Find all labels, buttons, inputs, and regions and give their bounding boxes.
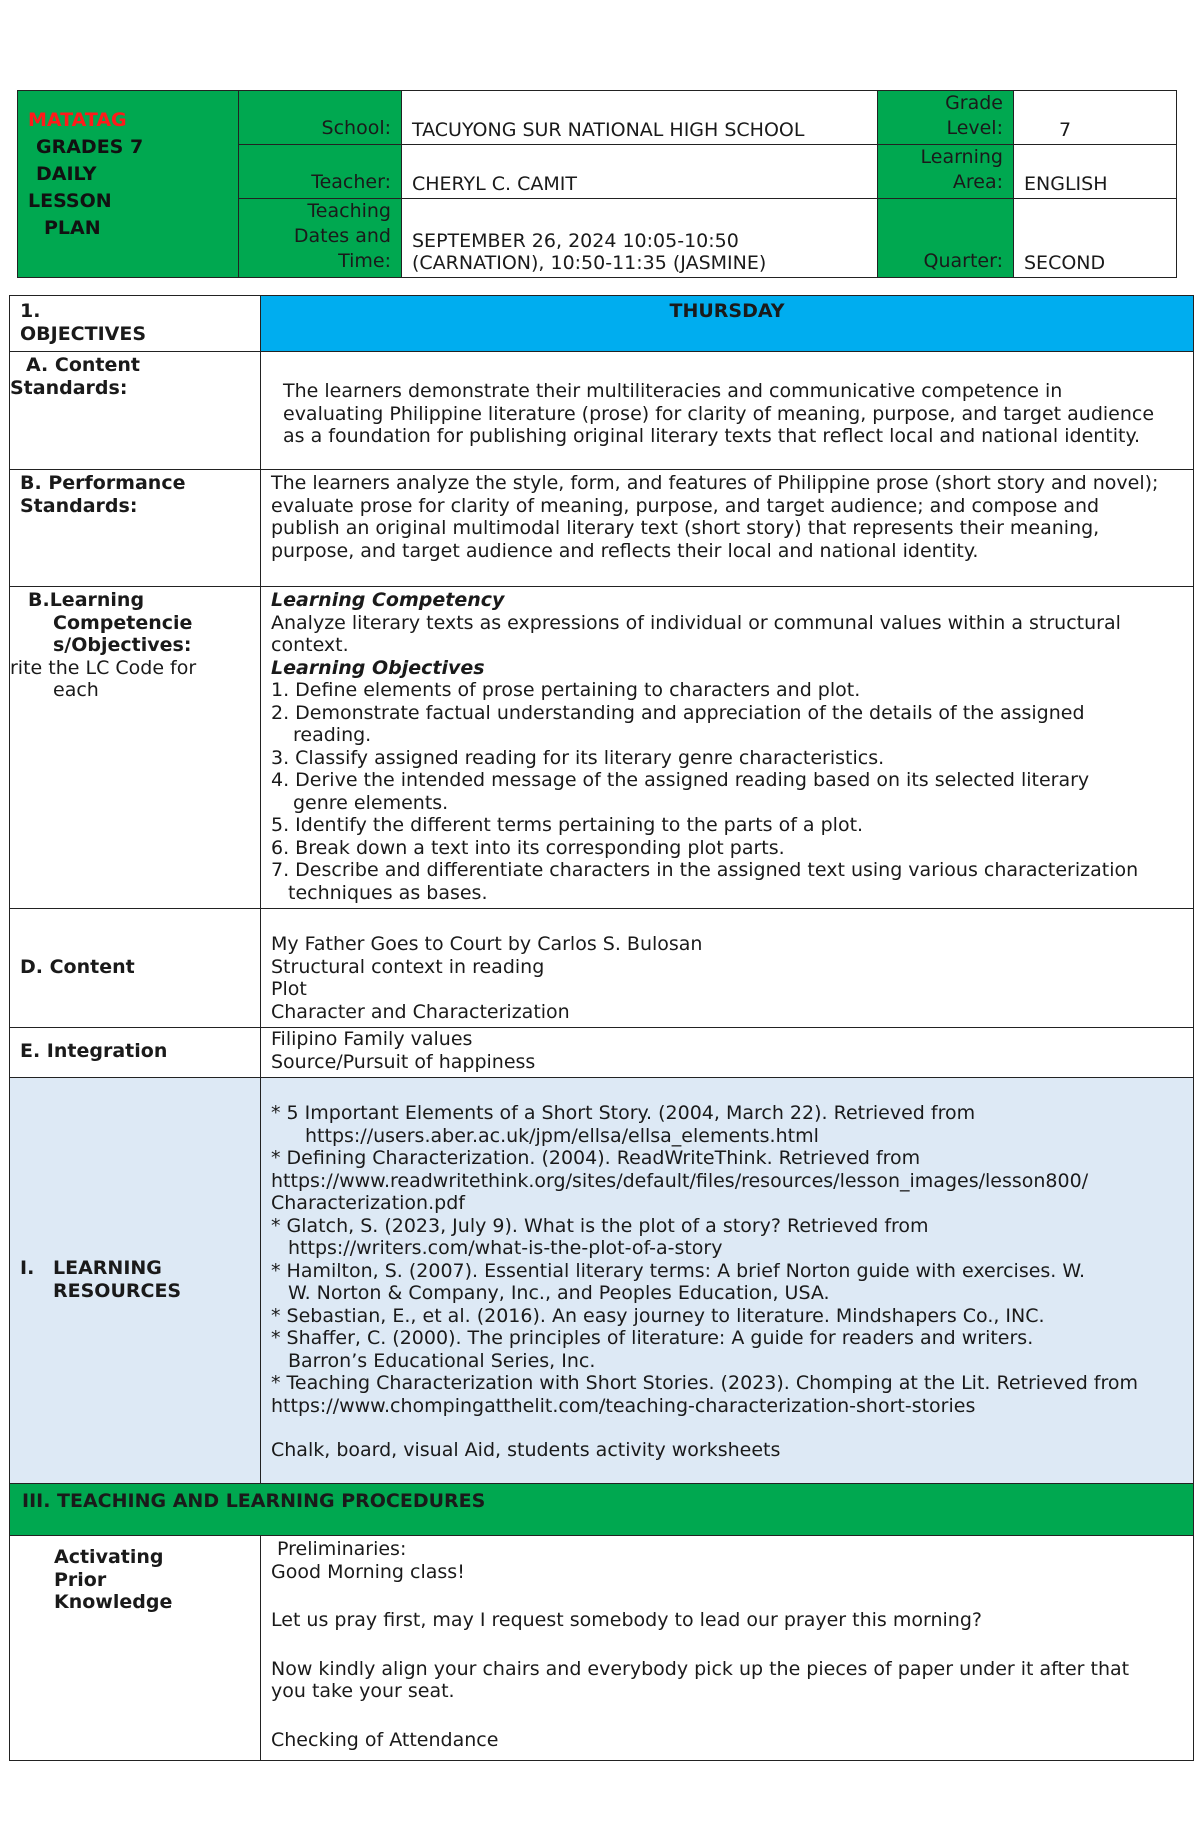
- quarter-value: SECOND: [1014, 199, 1177, 278]
- resources-gap: [271, 1417, 1185, 1439]
- competencies-label-line1: B.Learning: [28, 589, 145, 611]
- competencies-label-line4: rite the LC Code for: [10, 656, 197, 679]
- integration-label: E. Integration: [10, 1028, 261, 1078]
- apk-label-line1: Activating: [54, 1546, 164, 1568]
- resources-label-wrap: [20, 1257, 254, 1302]
- objective-item: 5. Identify the different terms pertaining to the parts of a plot.: [271, 814, 864, 836]
- objective-item: 3. Classify assigned reading for its literary genre characteristics.: [271, 746, 885, 769]
- objectives-heading-num: 1.: [20, 300, 41, 322]
- resource-link: https://users.aber.ac.uk/jpm/ellsa/ellsa_elements.html: [305, 1124, 819, 1147]
- apk-gap: [271, 1583, 1163, 1609]
- content-label: D. Content: [10, 909, 261, 1028]
- dates-label-line2: Dates and: [293, 225, 391, 247]
- attendance-text: Checking of Attendance: [271, 1728, 499, 1751]
- objective-item: 1. Define elements of prose pertaining to characters and plot.: [271, 679, 861, 701]
- resource-line: * Teaching Characterization with Short Stories. (2023). Chomping at the Lit. Retrieved from: [271, 1372, 1139, 1394]
- resource-line-cont: W. Norton & Company, Inc., and Peoples Education, USA.: [288, 1282, 830, 1304]
- objective-item: 2. Demonstrate factual understanding and appreciation of the details of the assigned: [271, 701, 1085, 724]
- apk-label-line3: Knowledge: [54, 1591, 173, 1613]
- dates-line2: (CARNATION), 10:50-11:35 (JASMINE): [412, 252, 767, 274]
- brand-lesson: LESSON: [28, 190, 112, 212]
- school-value: TACUYONG SUR NATIONAL HIGH SCHOOL: [402, 91, 878, 145]
- competencies-label-line5: each: [53, 679, 99, 701]
- integration-lines: [261, 1028, 1194, 1078]
- prayer-text: Let us pray first, may I request somebody to lead our prayer this morning?: [271, 1609, 982, 1631]
- competencies-label-line2: Competencie: [53, 611, 193, 634]
- resource-link: https://www.readwritethink.org/sites/default/files/resources/lesson_images/lesson800/: [271, 1169, 1089, 1192]
- resources-label: [10, 1078, 261, 1484]
- chairs-text: Now kindly align your chairs and everybody pick up the pieces of paper under it after that you take your seat.: [271, 1657, 1130, 1702]
- resource-line: * Glatch, S. (2023, July 9). What is the plot of a story? Retrieved from: [271, 1214, 929, 1237]
- resources-label-num: I.: [20, 1257, 35, 1279]
- competencies-label-line3: s/Objectives:: [53, 634, 192, 656]
- resource-link: https://www.chompingatthelit.com/teaching-characterization-short-stories: [271, 1394, 976, 1417]
- integration-line: Source/Pursuit of happiness: [271, 1050, 536, 1073]
- content-line: Character and Characterization: [271, 1000, 570, 1023]
- competencies-content: [261, 587, 1194, 909]
- objectives-heading: [10, 296, 261, 352]
- competencies-label: [10, 587, 261, 909]
- procedures-heading: III. TEACHING AND LEARNING PROCEDURES: [10, 1484, 1194, 1536]
- resource-line-cont: Barron’s Educational Series, Inc.: [288, 1349, 596, 1372]
- resource-link: https://writers.com/what-is-the-plot-of-a-story: [288, 1237, 723, 1259]
- apk-label-line2: Prior: [54, 1568, 107, 1591]
- grade-label-line1: Grade: [945, 92, 1003, 114]
- preliminaries-text: Preliminaries:: [271, 1538, 407, 1560]
- resources-content: [261, 1078, 1194, 1484]
- dates-label-line3: Time:: [338, 250, 391, 272]
- teacher-label: Teacher:: [239, 145, 402, 199]
- area-label-line2: Area:: [952, 171, 1003, 193]
- objectives-heading-text: OBJECTIVES: [20, 322, 147, 345]
- resource-line: * 5 Important Elements of a Short Story. (2004, March 22). Retrieved from: [271, 1102, 976, 1124]
- dates-label: [239, 199, 402, 278]
- materials-line: Chalk, board, visual Aid, students activity worksheets: [271, 1439, 781, 1461]
- quarter-label: Quarter:: [878, 199, 1014, 278]
- dates-line1: SEPTEMBER 26, 2024 10:05-10:50: [412, 230, 739, 252]
- objective-item-cont: genre elements.: [293, 791, 449, 814]
- area-label: [878, 145, 1014, 199]
- content-line: Structural context in reading: [271, 955, 545, 978]
- content-standards-label-line2: Standards:: [10, 376, 128, 399]
- resource-line: * Defining Characterization. (2004). ReadWriteThink. Retrieved from: [271, 1147, 921, 1169]
- objective-item-cont: techniques as bases.: [288, 881, 488, 904]
- dates-label-line1: Teaching: [307, 200, 391, 222]
- grade-label-line2: Level:: [946, 117, 1003, 139]
- integration-line: Filipino Family values: [271, 1028, 473, 1050]
- content-standards-label: [10, 352, 261, 470]
- content-lines: [261, 909, 1194, 1028]
- day-heading: THURSDAY: [261, 296, 1194, 352]
- apk-gap: [271, 1632, 1163, 1658]
- teacher-value: CHERYL C. CAMIT: [402, 145, 878, 199]
- area-label-line1: Learning: [920, 146, 1003, 168]
- area-value: ENGLISH: [1014, 145, 1177, 199]
- performance-standards-label: [10, 470, 261, 587]
- performance-standards-label-line2: Standards:: [20, 494, 138, 517]
- header-table: [17, 90, 1177, 278]
- lesson-table: [9, 295, 1194, 1761]
- brand-block: [18, 91, 239, 278]
- apk-label: [10, 1536, 261, 1761]
- school-label: School:: [239, 91, 402, 145]
- objectives-subheading: Learning Objectives: [271, 656, 485, 679]
- resource-line: * Sebastian, E., et al. (2016). An easy journey to literature. Mindshapers Co., INC.: [271, 1304, 1045, 1327]
- resources-label-line1: LEARNING: [53, 1257, 162, 1279]
- brand-grades: GRADES 7: [36, 136, 144, 158]
- competency-text: Analyze literary texts as expressions of individual or communal values within a structural context.: [271, 611, 1121, 656]
- brand-plan: PLAN: [44, 217, 101, 239]
- resources-label-line2: RESOURCES: [53, 1279, 182, 1302]
- apk-content: [261, 1536, 1194, 1761]
- apk-gap: [271, 1703, 1163, 1729]
- objective-item-cont: reading.: [293, 724, 372, 746]
- content-standards-text: The learners demonstrate their multiliteracies and communicative competence in evaluating Philippine literature (prose) for clarity of meaning, purpose, and target audience as a foundation for publishing original literary texts that reflect local and national identity.: [261, 352, 1194, 470]
- grade-label: [878, 91, 1014, 145]
- performance-standards-text: The learners analyze the style, form, and features of Philippine prose (short story and novel); evaluate prose for clarity of meaning, purpose, and target audience; and compose and publish an original multimodal literary text (short story) that represents their meaning, purpose, and target audience and reflects their local and national identity.: [261, 470, 1194, 587]
- greeting-text: Good Morning class!: [271, 1560, 465, 1583]
- resource-link: Characterization.pdf: [271, 1192, 465, 1214]
- grade-value: 7: [1014, 91, 1177, 145]
- objective-item: 4. Derive the intended message of the assigned reading based on its selected literary: [271, 769, 1090, 791]
- content-line: Plot: [271, 978, 307, 1000]
- resource-line: * Shaffer, C. (2000). The principles of literature: A guide for readers and writers.: [271, 1327, 1034, 1349]
- resource-line: * Hamilton, S. (2007). Essential literary terms: A brief Norton guide with exercises. W.: [271, 1259, 1086, 1282]
- performance-standards-label-line1: B. Performance: [20, 472, 186, 494]
- dates-value: [402, 199, 878, 278]
- competency-heading: Learning Competency: [271, 589, 505, 611]
- content-line: My Father Goes to Court by Carlos S. Bulosan: [271, 933, 703, 955]
- objective-item: 6. Break down a text into its corresponding plot parts.: [271, 836, 785, 859]
- brand-daily: DAILY: [36, 163, 97, 185]
- objective-item: 7. Describe and differentiate characters in the assigned text using various characterization: [271, 859, 1139, 881]
- resources-label-text: [53, 1257, 181, 1302]
- content-standards-label-line1: A. Content: [26, 354, 140, 376]
- brand-matatag: MATATAG: [28, 109, 127, 131]
